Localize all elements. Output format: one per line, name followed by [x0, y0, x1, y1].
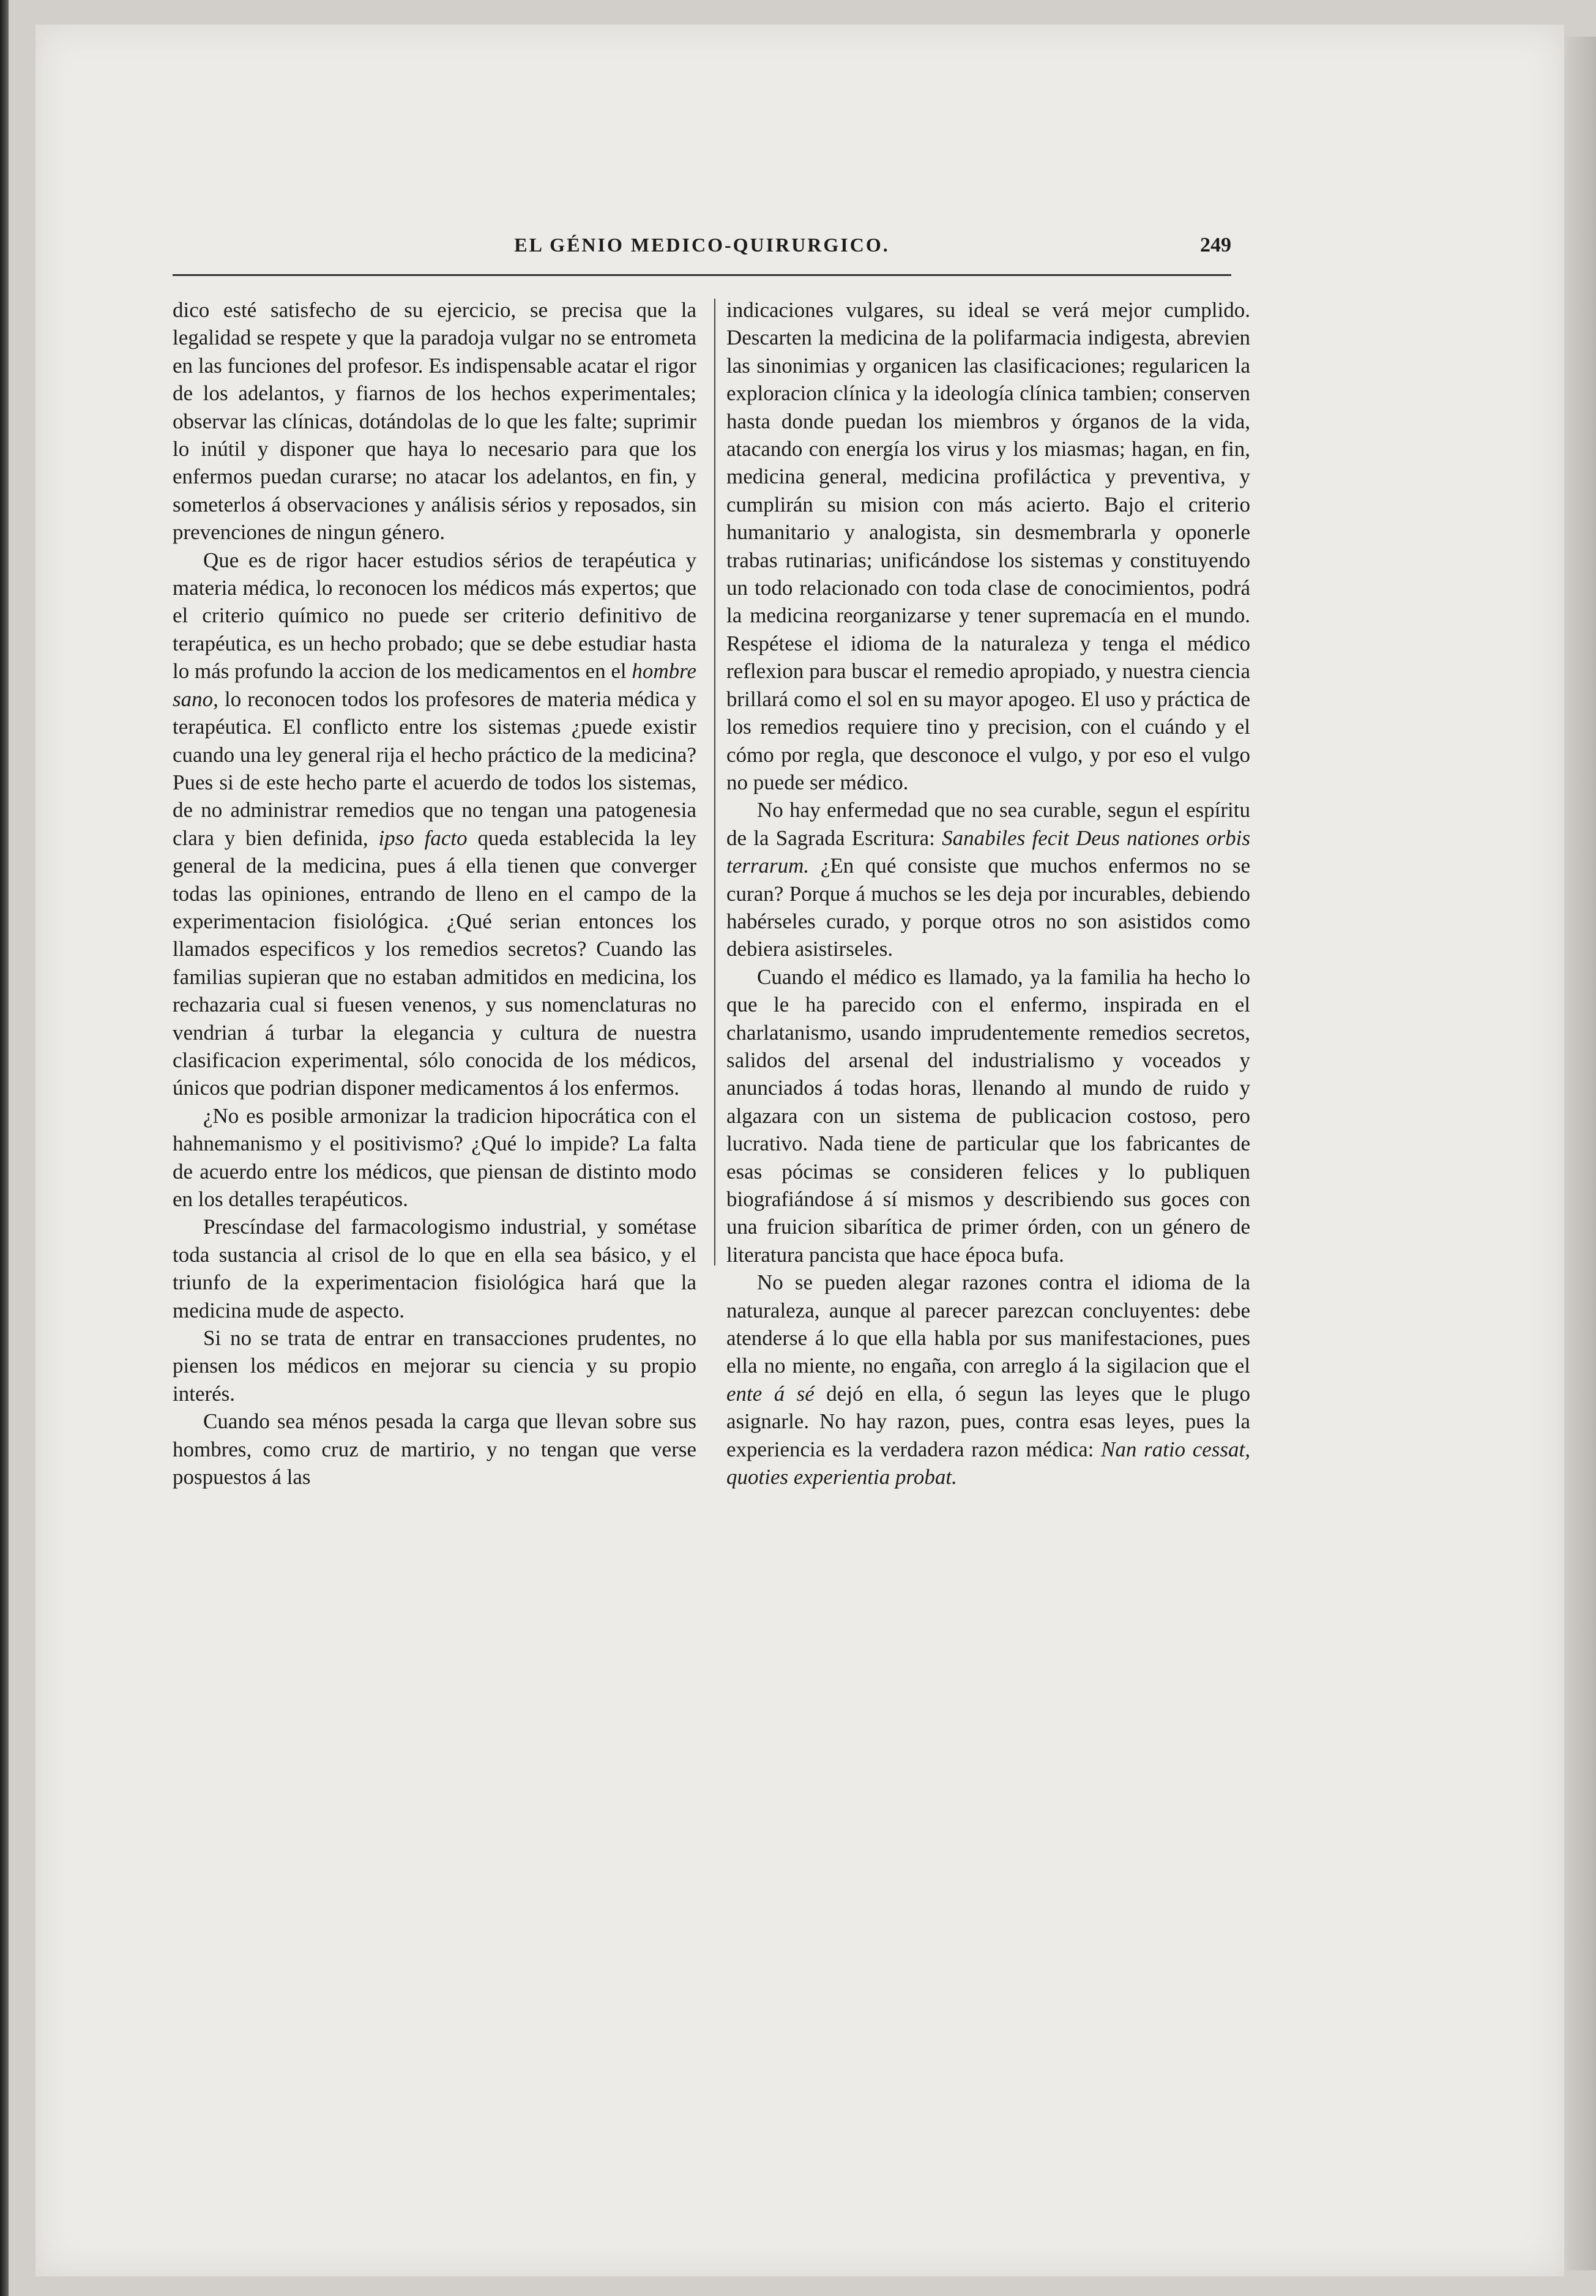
italic-phrase: Sanabiles fecit Deus nationes orbis terrarum.	[726, 826, 1250, 878]
paragraph-text: Que es de rigor hacer estudios sérios de terapéutica y materia médica, lo reconocen los médicos más expertos; que el criterio químico no puede ser criterio definitivo de terapéutica, es un hecho probado; que se debe estudiar hasta lo más profundo la accion de los medicamentos en el	[173, 548, 696, 684]
paragraph	[726, 963, 1250, 1269]
italic-phrase: hombre sano,	[173, 659, 696, 711]
paragraph	[726, 1269, 1250, 1491]
paragraph	[173, 1213, 696, 1324]
paragraph-text: Cuando sea ménos pesada la carga que llevan sobre sus hombres, como cruz de martirio, y no tengan que verse pospuestos á las	[173, 1409, 696, 1489]
paragraph-text: Cuando el médico es llamado, ya la familia ha hecho lo que le ha parecido con el enfermo, inspirada en el charlatanismo, usando imprudentemente remedios secretos, salidos del arsenal del industrialismo y voceados y anunciados á todas horas, llenando al mundo de ruido y algazara con un sistema de publicacion costoso, pero lucrativo. Nada tiene de particular que los fabricantes de esas pócimas se consideren felices y lo publiquen biografiándose á sí mismos y describiendo sus goces con una fruicion sibarítica de primer órden, con un género de literatura pancista que hace época bufa.	[726, 964, 1250, 1267]
column-divider	[714, 299, 715, 1265]
page-edge-shadow	[1565, 37, 1596, 2270]
italic-phrase: Nan ratio cessat, quoties experientia probat.	[726, 1437, 1250, 1489]
paragraph-text: No se pueden alegar razones contra el idioma de la naturaleza, aunque al parecer parezcan concluyentes: debe atenderse á lo que ella habla por sus manifestaciones, pues ella no miente, no engaña, con arreglo á la sigilacion que el	[726, 1270, 1250, 1378]
italic-phrase: ente á sé	[726, 1381, 815, 1406]
paragraph-text: No hay enfermedad que no sea curable, segun el espíritu de la Sagrada Escritura:	[726, 798, 1250, 850]
paragraph-text: dico esté satisfecho de su ejercicio, se precisa que la legalidad se respete y que la paradoja vulgar no se entrometa en las funciones del profesor. Es indispensable acatar el rigor de los adelantos, y fiarnos de los hechos experimentales; observar las clínicas, dotándolas de lo que les falte; suprimir lo inútil y disponer que haya lo necesario para que los enfermos puedan curarse; no atacar los adelantos, en fin, y someterlos á observaciones y análisis sérios y reposados, sin prevenciones de ningun género.	[173, 298, 696, 545]
paragraph	[173, 546, 696, 1102]
running-head	[173, 229, 1231, 266]
running-title: EL GÉNIO MEDICO-QUIRURGICO.	[514, 234, 890, 256]
paragraph	[173, 1324, 696, 1407]
paragraph	[173, 1407, 696, 1491]
italic-phrase: ipso facto	[378, 826, 468, 850]
paragraph	[173, 1102, 696, 1213]
paragraph	[726, 296, 1250, 796]
paragraph-text: Prescíndase del farmacologismo industrial, y sométase toda sustancia al crisol de lo que en ella sea básico, y el triunfo de la experimentacion fisiológica hará que la medicina mude de aspecto.	[173, 1215, 696, 1322]
page-number: 249	[1200, 234, 1231, 256]
paragraph	[173, 296, 696, 546]
paragraph-text: ¿No es posible armonizar la tradicion hipocrática con el hahnemanismo y el positivismo? ¿Qué lo impide? La falta de acuerdo entre los médicos, que piensan de distinto modo en los detalles terapéuticos.	[173, 1103, 696, 1211]
paragraph-text: indicaciones vulgares, su ideal se verá mejor cumplido. Descarten la medicina de la polifarmacia indigesta, abrevien las sinonimias y organicen las clasificaciones; regularicen la exploracion clínica y la ideología clínica tambien; conserven hasta donde puedan los miembros y órganos de la vida, atacando con energía los virus y los miasmas; hagan, en fin, medicina general, medicina profiláctica y preventiva, y cumplirán su mision con más acierto. Bajo el criterio humanitario y analogista, sin desmembrarla y oponerle trabas rutinarias; unificándose los sistemas y constituyendo un todo relacionado con toda clase de conocimientos, podrá la medicina reorganizarse y tener supremacía en el mundo. Respétese el idioma de la naturaleza y tenga el médico reflexion para buscar el remedio apropiado, y nuestra ciencia brillará como el sol en su mayor apogeo. El uso y práctica de los remedios requiere tino y precision, con el cuándo y el cómo por regla, que desconoce el vulgo, y por eso el vulgo no puede ser médico.	[726, 298, 1250, 794]
right-column	[726, 296, 1250, 1491]
paragraph-text: dejó en ella, ó segun las leyes que le plugo asignarle. No hay razon, pues, contra esas leyes, pues la experiencia es la verdadera razon médica:	[726, 1381, 1251, 1461]
header-rule	[173, 274, 1231, 276]
binding-edge	[0, 0, 9, 2296]
paragraph	[726, 796, 1250, 963]
paragraph-text: Si no se trata de entrar en transacciones prudentes, no piensen los médicos en mejorar su ciencia y su propio interés.	[173, 1326, 696, 1406]
left-column	[173, 296, 696, 1491]
paragraph-text: lo reconocen todos los profesores de materia médica y terapéutica. El conflicto entre los sistemas ¿puede existir cuando una ley general rija el hecho práctico de la medicina? Pues si de este hecho parte el acuerdo de todos los sistemas, de no administrar remedios que no tengan una patogenesia clara y bien definida,	[173, 687, 696, 850]
paragraph-text: queda establecida la ley general de la medicina, pues á ella tienen que converger todas las opiniones, entrando de lleno en el campo de la experimentacion fisiológica. ¿Qué serian entonces los llamados especificos y los remedios secretos? Cuando las familias supieran que no estaban admitidos en medicina, los rechazaria cual si fuesen venenos, y sus nomenclaturas no vendrian á turbar la elegancia y cultura de nuestra clasificacion experimental, sólo conocida de los médicos, únicos que podrian disponer medicamentos á los enfermos.	[173, 826, 696, 1100]
paragraph-text: ¿En qué consiste que muchos enfermos no se curan? Porque á muchos se les deja por incurables, debiendo habérseles curado, y porque otros no son asistidos como debiera asistirseles.	[726, 854, 1250, 961]
